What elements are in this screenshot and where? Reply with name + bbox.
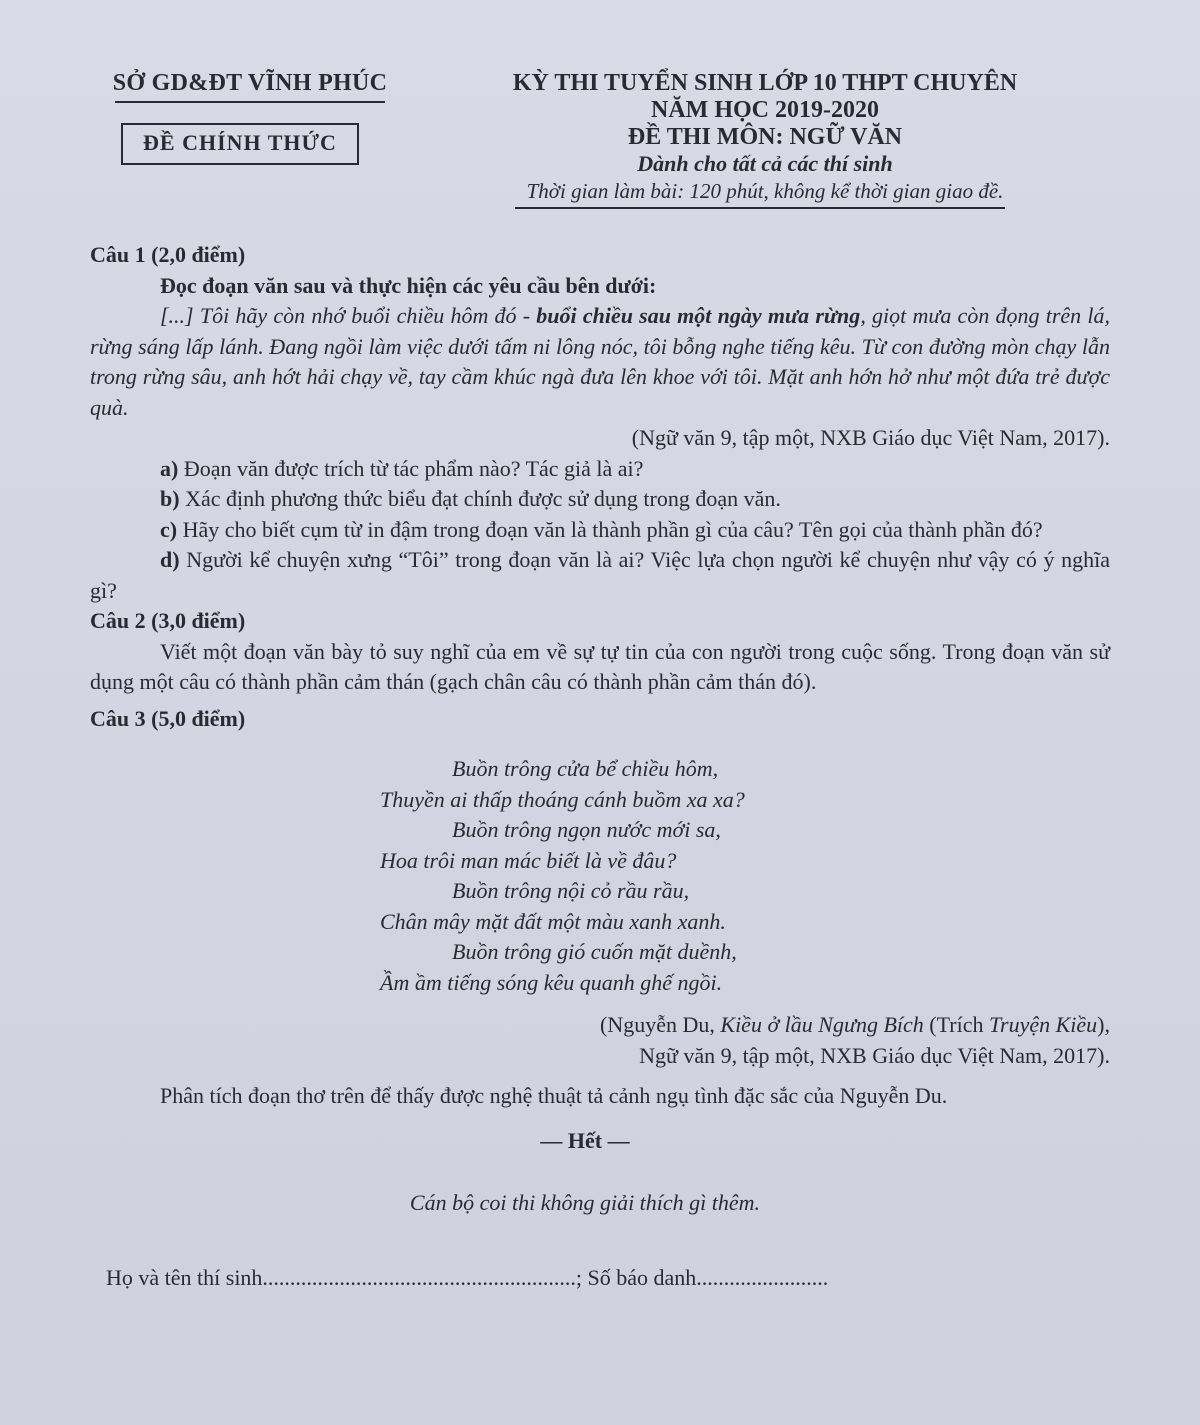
item-label: c) xyxy=(160,516,178,542)
header-left xyxy=(100,70,400,165)
src-mid: (Trích xyxy=(923,1012,989,1037)
passage-bold-phrase: buổi chiều sau một ngày mưa rừng xyxy=(536,303,861,328)
poem-line: Buồn trông cửa bể chiều hôm, xyxy=(452,756,719,781)
subject: ĐỀ THI MÔN: NGỮ VĂN xyxy=(627,124,903,150)
header-right xyxy=(455,70,1075,209)
q1-source: (Ngữ văn 9, tập một, NXB Giáo dục Việt Nam, 2017). xyxy=(631,425,1110,450)
q1-item-c xyxy=(90,515,1110,546)
poem-line: Thuyền ai thấp thoáng cánh buồm xa xa? xyxy=(380,786,745,812)
poem-line: Buồn trông gió cuốn mặt duềnh, xyxy=(452,939,737,964)
poem-source-line1 xyxy=(90,1010,1110,1041)
poem-line: Ầm ầm tiếng sóng kêu quanh ghế ngồi. xyxy=(380,969,723,995)
q2-title: Câu 2 (3,0 điểm) xyxy=(90,608,246,633)
exam-title: KỲ THI TUYỂN SINH LỚP 10 THPT CHUYÊN xyxy=(512,70,1018,96)
proctor-note: Cán bộ coi thi không giải thích gì thêm. xyxy=(409,1190,761,1215)
poem-line: Buồn trông nội cỏ rầu rầu, xyxy=(452,878,690,903)
audience: Dành cho tất cả các thí sinh xyxy=(637,151,893,176)
department-underline xyxy=(115,101,385,103)
src-end: ), xyxy=(1097,1012,1110,1037)
q2-text: Viết một đoạn văn bày tỏ suy nghĩ của em về sự tự tin của con người trong cuộc sống. Trong đoạn văn sử dụng một câu có thành phần cảm thán (gạch chân câu có thành phần cảm thán đó). xyxy=(90,638,1110,694)
item-text: Người kể chuyện xưng “Tôi” trong đoạn văn là ai? Việc lựa chọn người kể chuyện như vậy có ý nghĩa gì? xyxy=(90,547,1110,603)
q1-passage xyxy=(90,301,1110,423)
passage-part-a: [...] Tôi hãy còn nhớ buổi chiều hôm đó - xyxy=(160,303,537,328)
poem-source-line2: Ngữ văn 9, tập một, NXB Giáo dục Việt Nam, 2017). xyxy=(639,1042,1110,1068)
passage-part-b: , giọt mưa còn đọng trên lá, rừng sáng lấp lánh. Đang ngồi làm việc dưới tấm ni lông nóc, tôi bỗng nghe tiếng kêu. Từ con đường mòn chạy lẫn trong rừng sâu, anh hớt hải chạy về, tay cầm khúc ngà đưa lên khoe với tôi. Mặt anh hớn hở như một đứa trẻ được quà. xyxy=(90,303,1110,420)
official-badge: ĐỀ CHÍNH THỨC xyxy=(121,123,359,165)
exam-body xyxy=(90,240,1110,1293)
item-text: Đoạn văn được trích từ tác phẩm nào? Tác giả là ai? xyxy=(178,455,644,481)
end-mark: — Hết — xyxy=(540,1127,630,1153)
poem-line: Buồn trông ngọn nước mới sa, xyxy=(452,817,721,842)
poem-source xyxy=(90,1010,1110,1071)
item-text: Xác định phương thức biểu đạt chính được sử dụng trong đoạn văn. xyxy=(179,486,781,511)
poem-line: Chân mây mặt đất một màu xanh xanh. xyxy=(380,908,726,934)
candidate-footer: Họ và tên thí sinh.........................................................; Số báo danh........................ xyxy=(106,1264,829,1290)
q1-instruction: Đọc đoạn văn sau và thực hiện các yêu cầu bên dưới: xyxy=(160,272,657,298)
q3-title: Câu 3 (5,0 điểm) xyxy=(90,705,246,731)
q1-item-a xyxy=(90,454,1110,485)
q3-task: Phân tích đoạn thơ trên để thấy được nghệ thuật tả cảnh ngụ tình đặc sắc của Nguyễn Du. xyxy=(160,1083,948,1108)
src-work: Truyện Kiều xyxy=(989,1012,1098,1037)
item-label: a) xyxy=(160,455,179,481)
item-label: b) xyxy=(160,486,180,511)
q1-item-d xyxy=(90,545,1110,606)
poem xyxy=(380,754,1110,998)
src-author: (Nguyễn Du, xyxy=(600,1012,721,1037)
q1-title: Câu 1 (2,0 điểm) xyxy=(90,242,246,267)
src-title: Kiều ở lầu Ngưng Bích xyxy=(720,1012,924,1037)
item-text: Hãy cho biết cụm từ in đậm trong đoạn văn là thành phần gì của câu? Tên gọi của thành phần đó? xyxy=(177,516,1043,542)
header-underline xyxy=(515,207,1005,209)
q1-item-b xyxy=(90,484,1110,515)
school-year: NĂM HỌC 2019-2020 xyxy=(651,97,879,123)
department-name: SỞ GD&ĐT VĨNH PHÚC xyxy=(112,70,388,96)
poem-line: Hoa trôi man mác biết là về đâu? xyxy=(380,847,677,873)
item-label: d) xyxy=(160,547,180,572)
duration: Thời gian làm bài: 120 phút, không kể thời gian giao đề. xyxy=(526,179,1004,203)
